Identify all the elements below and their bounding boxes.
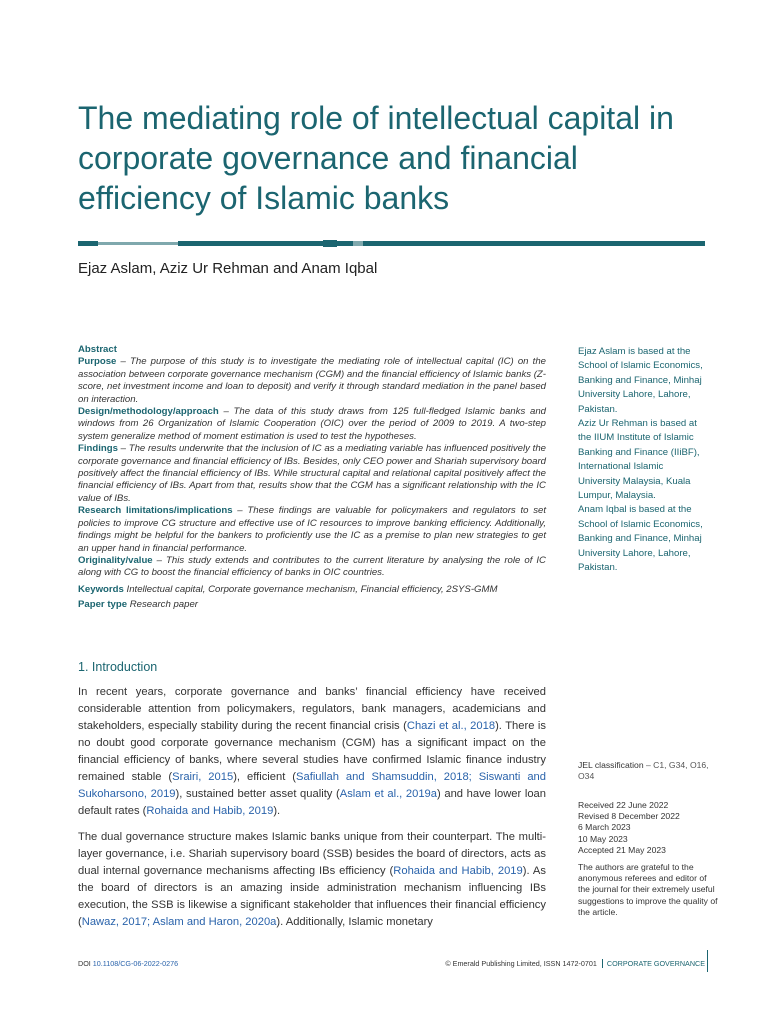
limitations-text: – These findings are valuable for policymakers and regulators to set policies to improve CG structure and effective use of IC resources to improve banking efficiency. Additionally, findings might be helpful for the bankers to proficiently use the IC as a premise to plan new strategies to get an upper hand in financial performance.	[78, 505, 546, 554]
limitations-label: Research limitations/implications	[78, 505, 233, 517]
abstract-design	[78, 406, 546, 443]
purpose-text: – The purpose of this study is to investigate the mediating role of intellectual capital (IC) on the association between corporate governance mechanism (CGM) and the financial efficiency of Islamic banks (Z-score, net investment income and loan to deposit) and verify it through standard mediation in the panel based on interaction.	[78, 356, 546, 405]
title-line: corporate governance and financial	[78, 140, 578, 176]
text-run: ). Additionally, Islamic monetary	[276, 916, 433, 928]
section-heading-introduction: 1. Introduction	[78, 660, 158, 674]
citation-link[interactable]: Rohaida and Habib, 2019	[393, 865, 523, 877]
doi-link[interactable]: 10.1108/CG-06-2022-0276	[92, 959, 179, 968]
introduction-body	[78, 684, 546, 940]
acknowledgement	[578, 862, 718, 918]
originality-text: – This study extends and contributes to the current literature by analysing the role of IC along with CG to boost the financial efficiency of banks in OIC countries.	[78, 554, 546, 579]
footer-right	[445, 959, 705, 968]
text-run: ).	[273, 805, 281, 817]
affiliation-rehman: Aziz Ur Rehman is based at the IIUM Institute of Islamic Banking and Finance (IIiBF), International Islamic University Malaysia, Kuala Lumpur, Malaysia.	[578, 418, 700, 502]
paper-type-text: Research paper	[127, 599, 198, 611]
text-run: ). There is no doubt good corporate governance mechanism (CGM) has a significant impact on the financial efficiency of banks, where several studies have confirmed Islamic finance industry remained stable (	[78, 720, 546, 783]
citation-link[interactable]: Srairi, 2015	[172, 771, 234, 783]
article-title	[78, 98, 718, 218]
purpose-label: Purpose	[78, 356, 117, 368]
footer-divider	[707, 950, 708, 972]
text-run: The dual governance structure makes Islamic banks unique from their counterpart. The multi-layer governance, i.e. Shariah supervisory board (SSB) besides the board of directors, acts as dual internal governance mechanisms affecting IBs efficiency (	[78, 831, 546, 877]
paper-type-label: Paper type	[78, 599, 128, 611]
jel-codes: – C1, G34, O16, O34	[578, 760, 709, 782]
submission-dates	[578, 800, 718, 856]
citation-link[interactable]: Nawaz, 2017; Aslam and Haron, 2020a	[81, 916, 277, 928]
citation-link[interactable]: Aslam et al., 2019a	[339, 788, 438, 800]
affiliation-iqbal: Anam Iqbal is based at the School of Islamic Economics, Banking and Finance, Minhaj University Lahore, Lahore, Pakistan.	[578, 504, 703, 574]
title-divider-rule	[78, 240, 705, 247]
publisher-notice: © Emerald Publishing Limited, ISSN 1472-0701	[445, 959, 597, 968]
date-revised: Revised 8 December 2022	[578, 811, 680, 822]
date-revised-3: 10 May 2023	[578, 833, 628, 844]
affiliation-aslam: Ejaz Aslam is based at the School of Islamic Economics, Banking and Finance, Minhaj University Lahore, Lahore, Pakistan.	[578, 346, 703, 415]
keywords-label: Keywords	[78, 583, 124, 595]
originality-label: Originality/value	[78, 554, 153, 566]
text-run: ), efficient (	[233, 771, 297, 783]
title-line: efficiency of Islamic banks	[78, 180, 450, 216]
jel-classification	[578, 760, 718, 782]
date-accepted: Accepted 21 May 2023	[578, 844, 666, 855]
author-affiliations	[578, 345, 706, 576]
abstract-originality	[78, 555, 546, 580]
citation-link[interactable]: Chazi et al., 2018	[406, 720, 496, 732]
design-label: Design/methodology/approach	[78, 406, 219, 418]
text-run: ), sustained better asset quality (	[175, 788, 340, 800]
text-run: ). As the board of directors is an amazing inside administration mechanism influencing IBs execution, the SSB is likewise a significant stakeholder that influences their financial efficiency (	[78, 865, 546, 928]
citation-link[interactable]: Safiullah and Shamsuddin, 2018; Siswanti and Sukoharsono, 2019	[78, 771, 547, 800]
jel-label: JEL classification	[578, 760, 644, 770]
text-run: In recent years, corporate governance and banks’ financial efficiency have received considerable attention from policymakers, regulators, bank managers, academicians and stakeholders, especially stability during the recent financial crisis (	[78, 686, 546, 732]
author-list: Ejaz Aslam, Aziz Ur Rehman and Anam Iqbal	[78, 260, 378, 277]
date-revised-2: 6 March 2023	[578, 822, 631, 833]
abstract-findings	[78, 443, 546, 505]
acknowledgement-text: The authors are grateful to the anonymous referees and editor of the journal for their extremely useful suggestions to improve the quality of the article.	[578, 862, 718, 917]
abstract-keywords	[78, 584, 546, 596]
abstract-purpose	[78, 356, 546, 406]
findings-label: Findings	[78, 443, 118, 455]
keywords-text: Intellectual capital, Corporate governance mechanism, Financial efficiency, 2SYS-GMM	[123, 583, 498, 595]
paragraph	[78, 829, 546, 931]
journal-name: CORPORATE GOVERNANCE	[602, 959, 705, 968]
doi	[78, 959, 178, 968]
paragraph	[78, 684, 546, 820]
design-text: – The data of this study draws from 125 full-fledged Islamic banks and windows from 26 Organization of Islamic Cooperation (OIC) over the period of 2009 to 2019. A two-step system generalize method of moment estimation is used to test the hypotheses.	[78, 406, 546, 442]
abstract-heading: Abstract	[78, 344, 117, 355]
doi-prefix: DOI	[78, 959, 93, 968]
findings-text: – The results underwrite that the inclusion of IC as a mediating variable has influenced positively the corporate governance and financial efficiency of IBs. Besides, only CEO power and Shariah supervisory board positively affect the financial efficiency of IBs. While structural capital and relational capital positively affect the financial efficiency of IBs. Apart from that, results show that the CGM has a significant relationship with the IC value of IBs.	[78, 443, 546, 504]
text-run: ) and have lower loan default rates (	[78, 788, 546, 817]
date-received: Received 22 June 2022	[578, 800, 669, 810]
abstract-limitations	[78, 505, 546, 555]
citation-link[interactable]: Rohaida and Habib, 2019	[146, 805, 274, 817]
abstract-paper-type	[78, 599, 546, 611]
title-line: The mediating role of intellectual capital in	[78, 100, 674, 136]
abstract-block	[78, 344, 546, 612]
